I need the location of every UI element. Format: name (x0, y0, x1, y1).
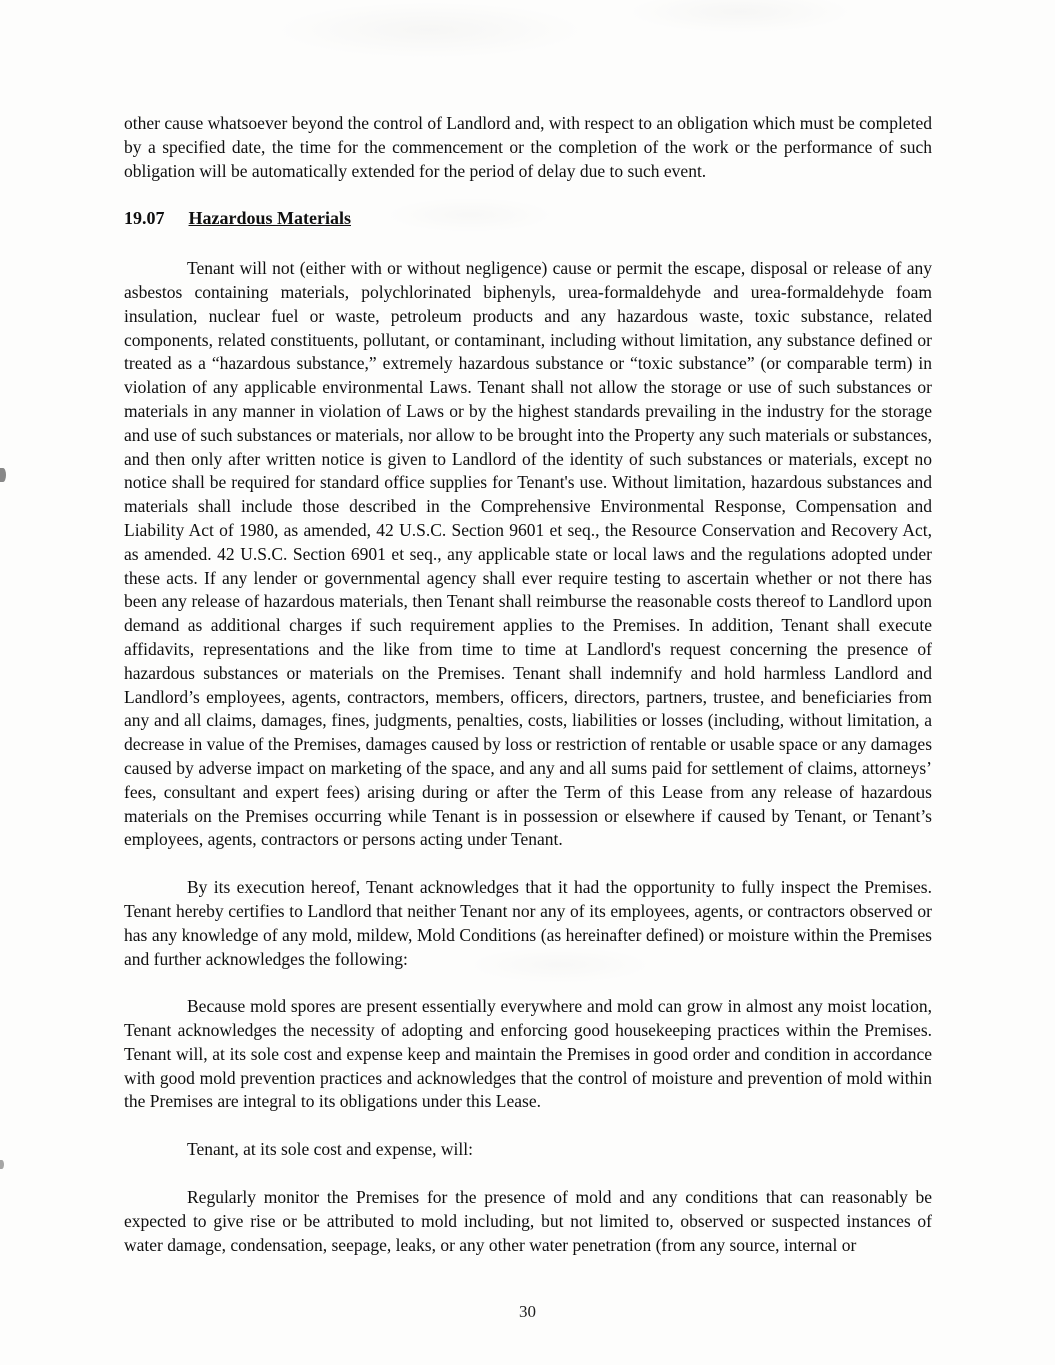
paragraph-mold-spores: Because mold spores are present essentially everywhere and mold can grow in almost any moist location, Tenant acknowledges the necessity of adopting and enforcing good housekeeping practices within the Premises. Tenant will, at its sole cost and expense keep and maintain the Premises in good order and condition in accordance with good mold prevention practices and acknowledges that the control of moisture and prevention of mold within the Premises are integral to its obligations under this Lease. (124, 996, 932, 1112)
scan-artifact (0, 1160, 4, 1169)
page-body-text (124, 112, 932, 1281)
paragraph-tenant-will: Tenant, at its sole cost and expense, will: (187, 1139, 473, 1160)
paragraph-hazardous-materials: Tenant will not (either with or without negligence) cause or permit the escape, disposal or release of any asbestos containing materials, polychlorinated biphenyls, urea-formaldehyde and urea-formaldehyde foam insulation, nuclear fuel or waste, petroleum products and any hazardous waste, toxic substance, related components, related constituents, pollutant, or contaminant, including without limitation, any substance defined or treated as a “hazardous substance,” extremely hazardous substance or “toxic substance” (or comparable term) in violation of any applicable environmental Laws. Tenant shall not allow the storage or use of such substances or materials in any manner in violation of Laws or by the highest standards prevailing in the industry for the storage and use of such substances or materials, nor allow to be brought into the Property any such materials or substances, and then only after written notice is given to Landlord of the identity of such substances or materials, except no notice shall be required for standard office supplies for Tenant's use. Without limitation, hazardous substances and materials shall include those described in the Comprehensive Environmental Response, Compensation and Liability Act of 1980, as amended, 42 U.S.C. Section 9601 et seq., the Resource Conservation and Recovery Act, as amended. 42 U.S.C. Section 6901 et seq., any applicable state or local laws and the regulations adopted under these acts. If any lender or governmental agency shall ever require testing to ascertain whether or not there has been any release of hazardous materials, then Tenant shall reimburse the reasonable costs thereof to Landlord upon demand as additional charges if such requirement applies to the Premises. In addition, Tenant shall execute affidavits, representations and the like from time to time at Landlord's request concerning the presence of hazardous substances or materials on the Premises. Tenant shall indemnify and hold harmless Landlord and Landlord’s employees, agents, contractors, members, officers, directors, partners, trustee, and beneficiaries from any and all claims, damages, fines, judgments, penalties, costs, liabilities or losses (including, without limitation, a decrease in value of the Premises, damages caused by loss or restriction of rentable or usable space or any damages caused by adverse impact on marketing of the space, and any and all sums paid for settlement of claims, attorneys’ fees, consultant and expert fees) arising during or after the Term of this Lease from any release of hazardous materials on the Premises occurring while Tenant is in possession or elsewhere if caused by Tenant, or Tenant’s employees, agents, contractors or persons acting under Tenant. (124, 258, 932, 850)
page-number: 30 (519, 1302, 536, 1321)
paragraph-monitor-premises: Regularly monitor the Premises for the presence of mold and any conditions that can reasonably be expected to give rise or be attributed to mold including, but not limited to, observed or suspected instances of water damage, condensation, seepage, leaks, or any other water penetration (from any source, internal or (124, 1187, 932, 1255)
section-number: 19.07 (124, 208, 165, 229)
paragraph-inspection-acknowledgement: By its execution hereof, Tenant acknowledges that it had the opportunity to fully inspect the Premises. Tenant hereby certifies to Landlord that neither Tenant nor any of its employees, agents, or contractors observed or has any knowledge of any mold, mildew, Mold Conditions (as hereinafter defined) or moisture within the Premises and further acknowledges the following: (124, 877, 932, 969)
paragraph-continuation: other cause whatsoever beyond the control of Landlord and, with respect to an obligation which must be completed by a specified date, the time for the commencement or the completion of the work or the performance of such obligation will be automatically extended for the period of delay due to such event. (124, 113, 932, 181)
scan-artifact (0, 468, 6, 482)
section-heading (124, 207, 932, 231)
section-title: Hazardous Materials (188, 208, 351, 229)
